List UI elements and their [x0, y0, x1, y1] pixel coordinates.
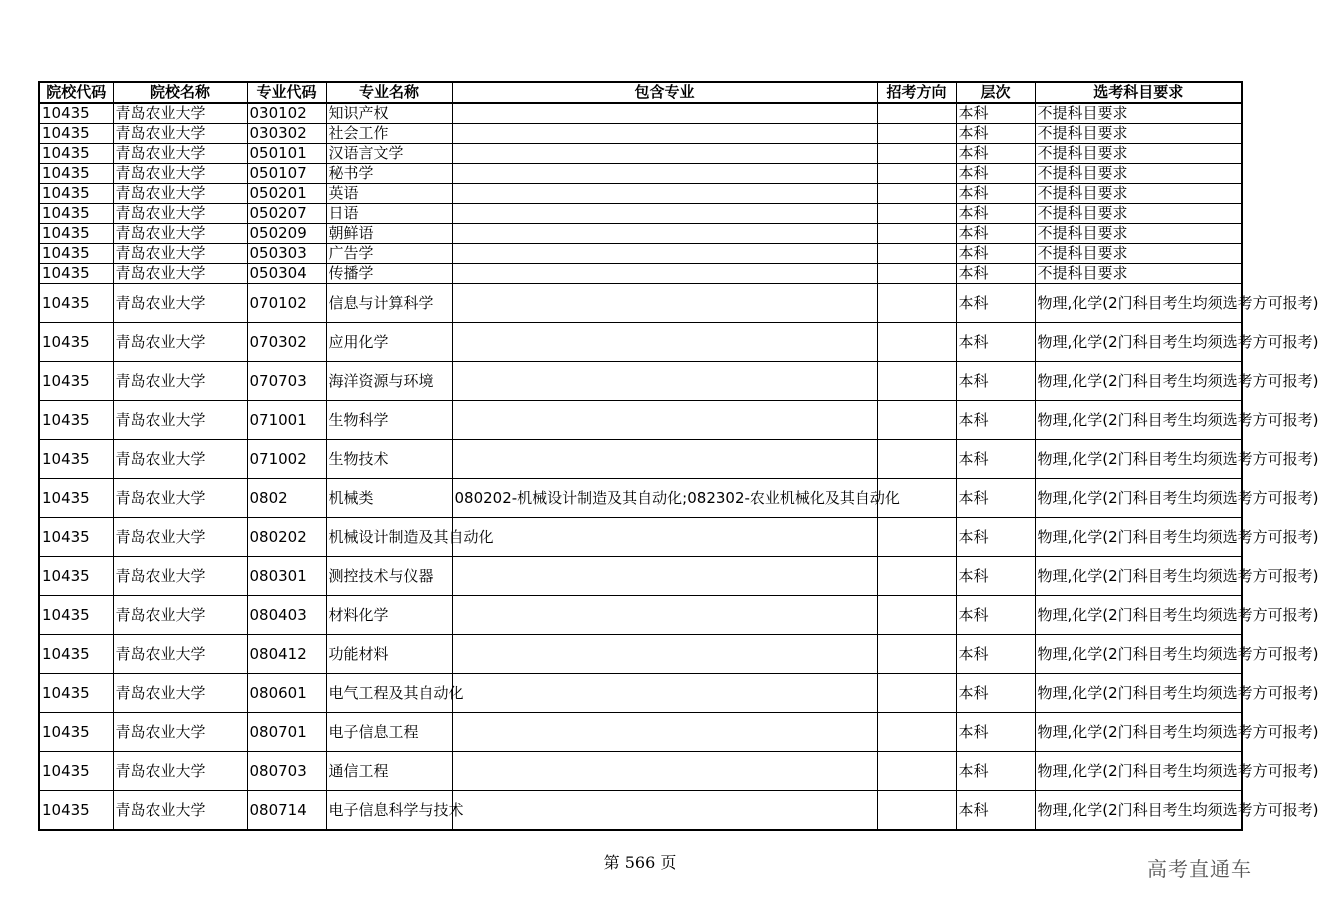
- direction-cell: [877, 204, 956, 224]
- table-row: [39, 635, 1242, 674]
- school-name-cell: 青岛农业大学: [113, 184, 247, 204]
- subject-requirement-cell: 物理,化学(2门科目考生均须选考方可报考): [1035, 401, 1242, 440]
- school-name-cell: 青岛农业大学: [113, 674, 247, 713]
- table-row: [39, 284, 1242, 323]
- major-name-cell: 传播学: [326, 264, 452, 284]
- major-code-cell: 070102: [247, 284, 326, 323]
- major-code-cell: 080202: [247, 518, 326, 557]
- table-row: [39, 244, 1242, 264]
- included-majors-cell: [452, 103, 877, 124]
- table-row: [39, 557, 1242, 596]
- table-row: [39, 596, 1242, 635]
- school-code-cell: 10435: [39, 791, 113, 831]
- table-row: [39, 164, 1242, 184]
- included-majors-cell: [452, 440, 877, 479]
- school-name-cell: 青岛农业大学: [113, 224, 247, 244]
- level-cell: 本科: [956, 479, 1035, 518]
- direction-cell: [877, 184, 956, 204]
- major-name-cell: 机械类: [326, 479, 452, 518]
- subject-requirement-cell: 不提科目要求: [1035, 144, 1242, 164]
- table-header-row: [39, 82, 1242, 103]
- major-code-cell: 080703: [247, 752, 326, 791]
- direction-cell: [877, 284, 956, 323]
- level-cell: 本科: [956, 103, 1035, 124]
- school-name-cell: 青岛农业大学: [113, 164, 247, 184]
- table-row: [39, 401, 1242, 440]
- major-name-cell: 功能材料: [326, 635, 452, 674]
- school-code-cell: 10435: [39, 164, 113, 184]
- major-name-cell: 电气工程及其自动化: [326, 674, 452, 713]
- major-code-cell: 050304: [247, 264, 326, 284]
- level-cell: 本科: [956, 184, 1035, 204]
- major-code-cell: 071002: [247, 440, 326, 479]
- table-row: [39, 323, 1242, 362]
- subject-requirement-cell: 物理,化学(2门科目考生均须选考方可报考): [1035, 362, 1242, 401]
- school-code-cell: 10435: [39, 184, 113, 204]
- school-name-cell: 青岛农业大学: [113, 204, 247, 224]
- subject-requirement-cell: 物理,化学(2门科目考生均须选考方可报考): [1035, 752, 1242, 791]
- school-name-cell: 青岛农业大学: [113, 323, 247, 362]
- major-code-cell: 080412: [247, 635, 326, 674]
- school-name-cell: 青岛农业大学: [113, 124, 247, 144]
- table-row: [39, 752, 1242, 791]
- subject-requirement-cell: 不提科目要求: [1035, 164, 1242, 184]
- table-row: [39, 713, 1242, 752]
- level-cell: 本科: [956, 752, 1035, 791]
- table-body: [39, 103, 1319, 830]
- page-number: 第 566 页: [603, 853, 677, 872]
- school-name-cell: 青岛农业大学: [113, 144, 247, 164]
- major-name-cell: 测控技术与仪器: [326, 557, 452, 596]
- subject-requirement-cell: 不提科目要求: [1035, 103, 1242, 124]
- direction-cell: [877, 401, 956, 440]
- school-code-cell: 10435: [39, 518, 113, 557]
- major-code-cell: 0802: [247, 479, 326, 518]
- major-name-cell: 海洋资源与环境: [326, 362, 452, 401]
- major-name-cell: 生物科学: [326, 401, 452, 440]
- major-name-cell: 机械设计制造及其自动化: [326, 518, 452, 557]
- subject-requirement-cell: 物理,化学(2门科目考生均须选考方可报考): [1035, 596, 1242, 635]
- major-code-cell: 050107: [247, 164, 326, 184]
- school-code-cell: 10435: [39, 557, 113, 596]
- major-name-cell: 应用化学: [326, 323, 452, 362]
- table-row: [39, 264, 1242, 284]
- school-code-cell: 10435: [39, 323, 113, 362]
- table-row: [39, 440, 1242, 479]
- level-cell: 本科: [956, 164, 1035, 184]
- table-row: [39, 204, 1242, 224]
- major-code-cell: 080701: [247, 713, 326, 752]
- subject-requirement-cell: 物理,化学(2门科目考生均须选考方可报考): [1035, 440, 1242, 479]
- included-majors-cell: [452, 674, 877, 713]
- subject-requirement-cell: 不提科目要求: [1035, 264, 1242, 284]
- school-code-cell: 10435: [39, 479, 113, 518]
- school-name-cell: 青岛农业大学: [113, 401, 247, 440]
- level-cell: 本科: [956, 323, 1035, 362]
- major-name-cell: 秘书学: [326, 164, 452, 184]
- school-name-cell: 青岛农业大学: [113, 596, 247, 635]
- included-majors-cell: [452, 791, 877, 831]
- major-code-cell: 050201: [247, 184, 326, 204]
- level-cell: 本科: [956, 596, 1035, 635]
- level-cell: 本科: [956, 124, 1035, 144]
- header-col-subject-requirement: 选考科目要求: [1035, 82, 1242, 103]
- level-cell: 本科: [956, 144, 1035, 164]
- direction-cell: [877, 791, 956, 831]
- included-majors-cell: [452, 401, 877, 440]
- table-row: [39, 184, 1242, 204]
- major-code-cell: 050101: [247, 144, 326, 164]
- major-name-cell: 电子信息科学与技术: [326, 791, 452, 831]
- school-code-cell: 10435: [39, 124, 113, 144]
- major-name-cell: 广告学: [326, 244, 452, 264]
- school-name-cell: 青岛农业大学: [113, 557, 247, 596]
- level-cell: 本科: [956, 362, 1035, 401]
- school-name-cell: 青岛农业大学: [113, 103, 247, 124]
- included-majors-cell: [452, 323, 877, 362]
- major-name-cell: 社会工作: [326, 124, 452, 144]
- included-majors-cell: [452, 713, 877, 752]
- school-code-cell: 10435: [39, 224, 113, 244]
- major-code-cell: 080403: [247, 596, 326, 635]
- school-name-cell: 青岛农业大学: [113, 752, 247, 791]
- included-majors-cell: [452, 284, 877, 323]
- included-majors-cell: [452, 144, 877, 164]
- subject-requirement-cell: 物理,化学(2门科目考生均须选考方可报考): [1035, 674, 1242, 713]
- direction-cell: [877, 144, 956, 164]
- major-name-cell: 日语: [326, 204, 452, 224]
- table-row: [39, 791, 1242, 831]
- major-name-cell: 英语: [326, 184, 452, 204]
- direction-cell: [877, 596, 956, 635]
- direction-cell: [877, 440, 956, 479]
- included-majors-cell: [452, 124, 877, 144]
- subject-requirement-cell: 物理,化学(2门科目考生均须选考方可报考): [1035, 518, 1242, 557]
- major-name-cell: 电子信息工程: [326, 713, 452, 752]
- major-name-cell: 通信工程: [326, 752, 452, 791]
- table-row: [39, 224, 1242, 244]
- school-name-cell: 青岛农业大学: [113, 440, 247, 479]
- major-name-cell: 材料化学: [326, 596, 452, 635]
- included-majors-cell: [452, 635, 877, 674]
- subject-requirement-cell: 物理,化学(2门科目考生均须选考方可报考): [1035, 479, 1242, 518]
- level-cell: 本科: [956, 674, 1035, 713]
- school-name-cell: 青岛农业大学: [113, 518, 247, 557]
- header-col-school-name: 院校名称: [113, 82, 247, 103]
- header-col-school-code: 院校代码: [39, 82, 113, 103]
- school-code-cell: 10435: [39, 752, 113, 791]
- included-majors-cell: [452, 204, 877, 224]
- direction-cell: [877, 224, 956, 244]
- table-row: [39, 124, 1242, 144]
- level-cell: 本科: [956, 713, 1035, 752]
- header-col-direction: 招考方向: [877, 82, 956, 103]
- major-code-cell: 050303: [247, 244, 326, 264]
- major-code-cell: 080714: [247, 791, 326, 831]
- direction-cell: [877, 244, 956, 264]
- major-name-cell: 知识产权: [326, 103, 452, 124]
- major-code-cell: 050209: [247, 224, 326, 244]
- major-code-cell: 080301: [247, 557, 326, 596]
- included-majors-cell: 080202-机械设计制造及其自动化;082302-农业机械化及其自动化: [452, 479, 877, 518]
- level-cell: 本科: [956, 518, 1035, 557]
- included-majors-cell: [452, 362, 877, 401]
- level-cell: 本科: [956, 264, 1035, 284]
- level-cell: 本科: [956, 635, 1035, 674]
- level-cell: 本科: [956, 401, 1035, 440]
- school-name-cell: 青岛农业大学: [113, 713, 247, 752]
- major-code-cell: 030302: [247, 124, 326, 144]
- direction-cell: [877, 635, 956, 674]
- school-code-cell: 10435: [39, 713, 113, 752]
- subject-requirement-cell: 物理,化学(2门科目考生均须选考方可报考): [1035, 284, 1242, 323]
- direction-cell: [877, 264, 956, 284]
- subject-requirement-cell: 不提科目要求: [1035, 204, 1242, 224]
- header-col-level: 层次: [956, 82, 1035, 103]
- direction-cell: [877, 674, 956, 713]
- major-name-cell: 朝鲜语: [326, 224, 452, 244]
- school-name-cell: 青岛农业大学: [113, 264, 247, 284]
- direction-cell: [877, 752, 956, 791]
- level-cell: 本科: [956, 204, 1035, 224]
- school-code-cell: 10435: [39, 635, 113, 674]
- major-code-cell: 071001: [247, 401, 326, 440]
- table-row: [39, 362, 1242, 401]
- level-cell: 本科: [956, 440, 1035, 479]
- included-majors-cell: [452, 752, 877, 791]
- school-code-cell: 10435: [39, 362, 113, 401]
- school-name-cell: 青岛农业大学: [113, 362, 247, 401]
- subject-requirement-cell: 不提科目要求: [1035, 184, 1242, 204]
- direction-cell: [877, 103, 956, 124]
- school-name-cell: 青岛农业大学: [113, 635, 247, 674]
- subject-requirement-cell: 物理,化学(2门科目考生均须选考方可报考): [1035, 791, 1242, 831]
- school-code-cell: 10435: [39, 284, 113, 323]
- school-code-cell: 10435: [39, 264, 113, 284]
- school-code-cell: 10435: [39, 204, 113, 224]
- subject-requirement-cell: 物理,化学(2门科目考生均须选考方可报考): [1035, 323, 1242, 362]
- major-code-cell: 080601: [247, 674, 326, 713]
- table-row: [39, 674, 1242, 713]
- level-cell: 本科: [956, 284, 1035, 323]
- direction-cell: [877, 362, 956, 401]
- direction-cell: [877, 164, 956, 184]
- subject-requirement-cell: 不提科目要求: [1035, 224, 1242, 244]
- school-name-cell: 青岛农业大学: [113, 479, 247, 518]
- subject-requirement-cell: 不提科目要求: [1035, 124, 1242, 144]
- included-majors-cell: [452, 224, 877, 244]
- subject-requirement-cell: 物理,化学(2门科目考生均须选考方可报考): [1035, 635, 1242, 674]
- header-col-major-code: 专业代码: [247, 82, 326, 103]
- direction-cell: [877, 557, 956, 596]
- school-code-cell: 10435: [39, 596, 113, 635]
- subject-requirement-cell: 物理,化学(2门科目考生均须选考方可报考): [1035, 557, 1242, 596]
- header-col-included-majors: 包含专业: [452, 82, 877, 103]
- major-code-cell: 070302: [247, 323, 326, 362]
- included-majors-cell: [452, 596, 877, 635]
- major-name-cell: 汉语言文学: [326, 144, 452, 164]
- subject-requirement-cell: 不提科目要求: [1035, 244, 1242, 264]
- included-majors-cell: [452, 518, 877, 557]
- major-name-cell: 生物技术: [326, 440, 452, 479]
- included-majors-cell: [452, 164, 877, 184]
- school-name-cell: 青岛农业大学: [113, 244, 247, 264]
- level-cell: 本科: [956, 791, 1035, 831]
- included-majors-cell: [452, 264, 877, 284]
- major-code-cell: 070703: [247, 362, 326, 401]
- level-cell: 本科: [956, 244, 1035, 264]
- major-code-cell: 050207: [247, 204, 326, 224]
- header-col-major-name: 专业名称: [326, 82, 452, 103]
- school-code-cell: 10435: [39, 103, 113, 124]
- table-row: [39, 144, 1242, 164]
- included-majors-cell: [452, 557, 877, 596]
- direction-cell: [877, 323, 956, 362]
- table-row: [39, 479, 1242, 518]
- direction-cell: [877, 713, 956, 752]
- table-row: [39, 103, 1242, 124]
- admission-table: [38, 81, 1319, 831]
- major-code-cell: 030102: [247, 103, 326, 124]
- direction-cell: [877, 518, 956, 557]
- school-code-cell: 10435: [39, 401, 113, 440]
- included-majors-cell: [452, 184, 877, 204]
- direction-cell: [877, 124, 956, 144]
- school-code-cell: 10435: [39, 144, 113, 164]
- school-code-cell: 10435: [39, 440, 113, 479]
- table-row: [39, 518, 1242, 557]
- school-name-cell: 青岛农业大学: [113, 791, 247, 831]
- school-name-cell: 青岛农业大学: [113, 284, 247, 323]
- level-cell: 本科: [956, 224, 1035, 244]
- school-code-cell: 10435: [39, 244, 113, 264]
- included-majors-cell: [452, 244, 877, 264]
- level-cell: 本科: [956, 557, 1035, 596]
- school-code-cell: 10435: [39, 674, 113, 713]
- major-name-cell: 信息与计算科学: [326, 284, 452, 323]
- brand-watermark: 高考直通车: [1147, 857, 1252, 881]
- subject-requirement-cell: 物理,化学(2门科目考生均须选考方可报考): [1035, 713, 1242, 752]
